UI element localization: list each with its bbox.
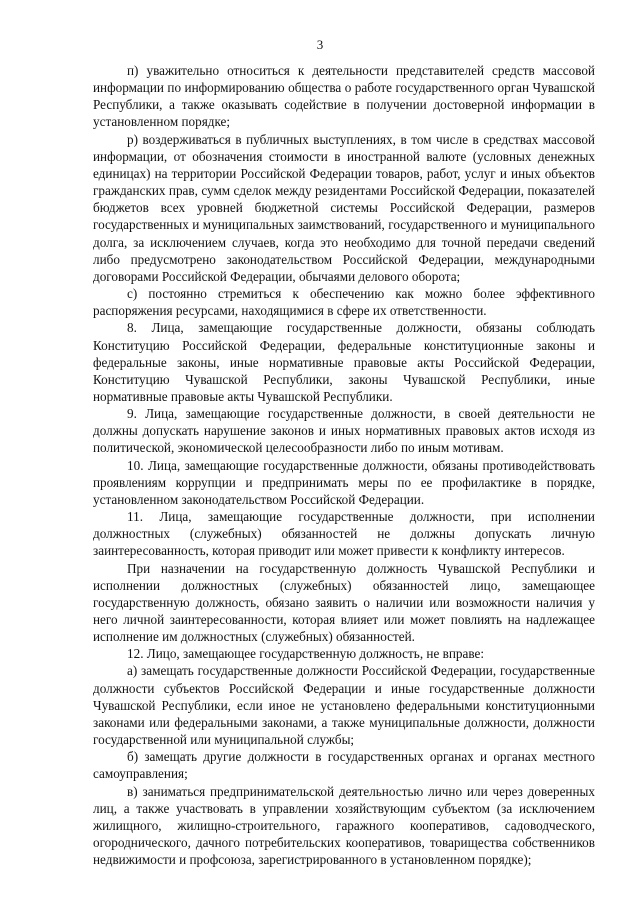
paragraph-12-v: в) заниматься предпринимательской деятельностью лично или через доверенных лиц, а также участвовать в управлении хозяйствующим субъектом (за исключением жилищного, жилищно-строительного, гаражного кооперативов, садоводческого, огороднического, дачного потребительских кооперативов, товарищества собственников недвижимости и профсоюза, зарегистрированного в установленном порядке);	[93, 783, 595, 868]
paragraph-s: с) постоянно стремиться к обеспечению как можно более эффективного распоряжения ресурсами, находящимися в сфере их ответственности.	[93, 286, 595, 319]
paragraph-12-a: а) замещать государственные должности Российской Федерации, государственные должности субъектов Российской Федерации и иные государственные должности Чувашской Республики, если иное не установлено федеральными конституционными законами или федеральными законами, а также муниципальные должности, должности государственной или муниципальной службы;	[93, 663, 595, 748]
paragraph-12: 12. Лицо, замещающее государственную должность, не вправе:	[127, 646, 485, 662]
page-number: 3	[316, 37, 324, 52]
paragraph-11-continued: При назначении на государственную должность Чувашской Республики и исполнении должностных (служебных) обязанностей лицо, замещающее государственную должность, обязано заявить о наличии или возможности наличия у него личной заинтересованности, которая влияет или может повлиять на надлежащее исполнение им должностных (служебных) обязанностей.	[93, 560, 595, 645]
paragraph-8: 8. Лица, замещающие государственные должности, обязаны соблюдать Конституцию Российской Федерации, федеральные конституционные законы и федеральные законы, иные нормативные правовые акты Российской Федерации, Конституцию Чувашской Республики, законы Чувашской Республики, иные нормативные правовые акты Чувашской Республики.	[93, 320, 595, 404]
paragraph-r: р) воздерживаться в публичных выступлениях, в том числе в средствах массовой информации, от обозначения стоимости в иностранной валюте (условных денежных единицах) на территории Российской Федерации товаров, работ, услуг и иных объектов гражданских прав, сумм сделок между резидентами Российской Федерации, показателей бюджетов всех уровней бюджетной системы Российской Федерации, размеров государственных и муниципальных заимствований, государственного и муниципального долга, за исключением случаев, когда это необходимо для точной передачи сведений либо предусмотрено законодательством Российской Федерации, международными договорами Российской Федерации, обычаями делового оборота;	[93, 131, 595, 284]
paragraph-p: п) уважительно относиться к деятельности представителей средств массовой информации по информированию общества о работе государственного орган Чувашской Республики, а также оказывать содействие в получении достоверной информации в установленном порядке;	[93, 63, 595, 130]
paragraph-12-b: б) замещать другие должности в государственных органах и органах местного самоуправления;	[93, 749, 595, 782]
document-body	[93, 62, 595, 868]
paragraph-9: 9. Лица, замещающие государственные должности, в своей деятельности не должны допускать нарушение законов и иных нормативных правовых актов исходя из политической, экономической целесообразности либо по иным мотивам.	[93, 406, 595, 456]
paragraph-10: 10. Лица, замещающие государственные должности, обязаны противодействовать проявлениям коррупции и предпринимать меры по ее профилактике в порядке, установленном законодательством Российской Федерации.	[93, 457, 595, 507]
paragraph-11: 11. Лица, замещающие государственные должности, при исполнении должностных (служебных) обязанностей не должны допускать личную заинтересованность, которая приводит или может привести к конфликту интересов.	[93, 509, 595, 559]
